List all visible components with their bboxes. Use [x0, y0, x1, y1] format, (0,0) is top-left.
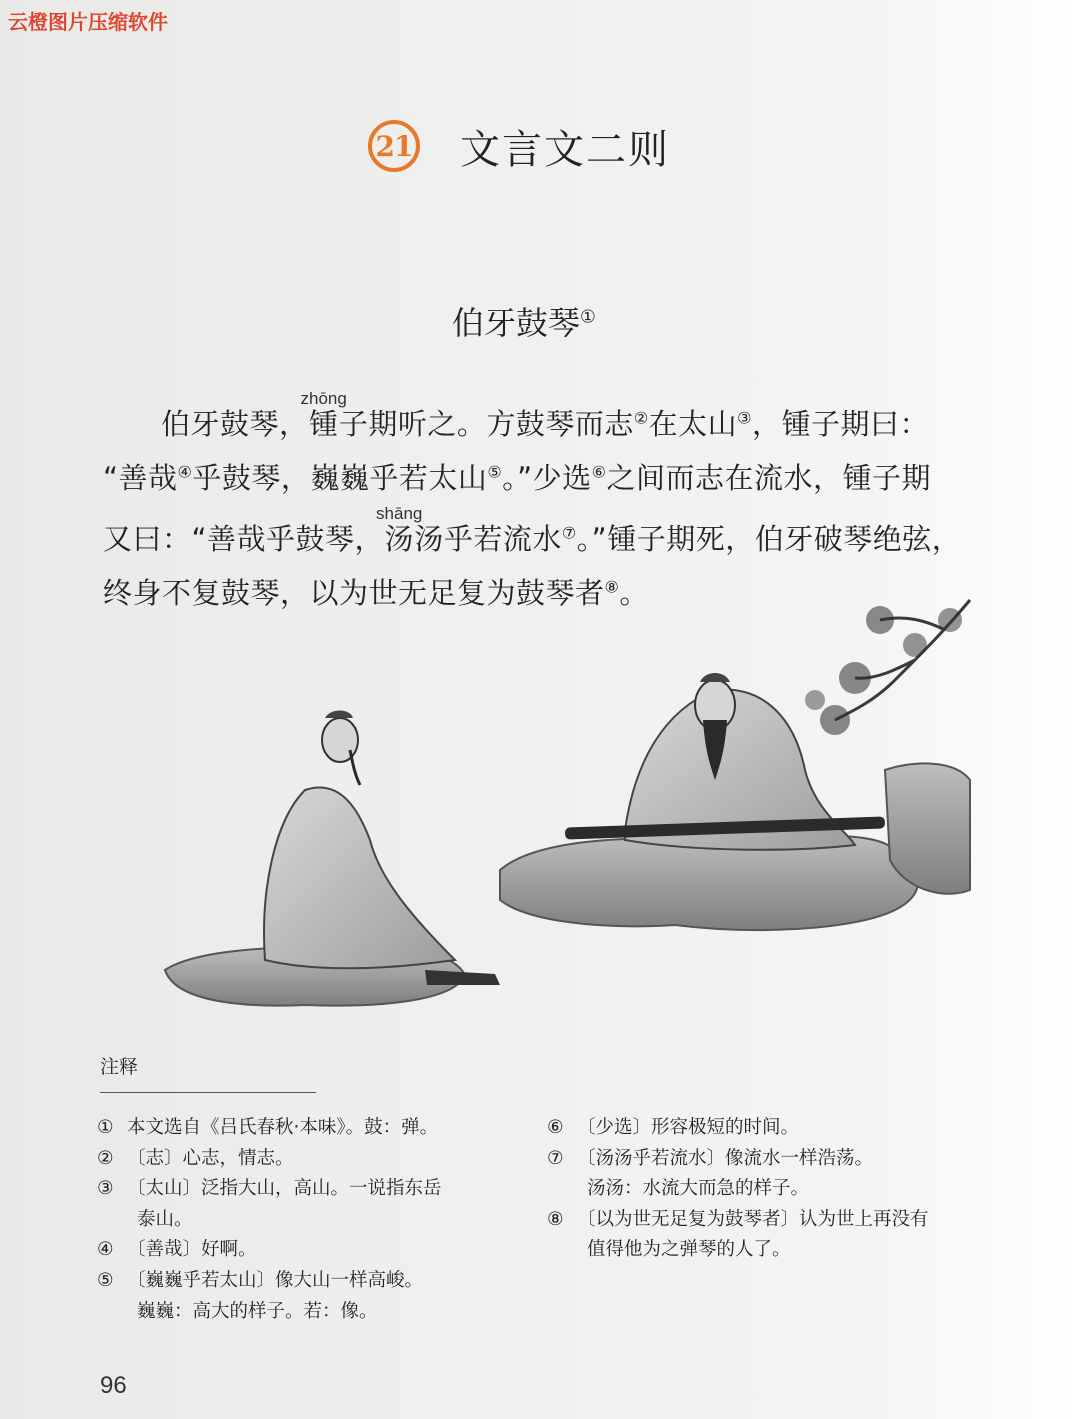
lesson-header	[368, 118, 670, 174]
poem-title	[452, 298, 596, 344]
text-span: 乎鼓琴，巍巍乎若太山	[192, 460, 488, 495]
footnote-ref: ①	[580, 307, 596, 328]
text-line	[103, 390, 983, 452]
footnote-ref: ③	[737, 408, 752, 428]
text-line	[103, 452, 983, 506]
footnote-ref: ⑤	[487, 461, 503, 481]
note-number: ⑥	[547, 1117, 564, 1138]
text-line	[103, 505, 983, 567]
ziqi-hat	[325, 711, 353, 719]
note-text: 〔志〕心志，情志。	[127, 1147, 294, 1169]
note-number: ⑤	[97, 1269, 114, 1291]
ziqi-robe	[264, 787, 455, 968]
ruby-annotation	[376, 504, 423, 556]
note-continuation: 巍巍：高大的样子。若：像。	[137, 1300, 378, 1322]
note-text: 〔少选〕形容极短的时间。	[577, 1117, 800, 1138]
text-span: 在太山	[648, 407, 738, 441]
text-span: ，锺子期曰：	[751, 407, 929, 441]
note-text: 〔汤汤乎若流水〕像流水一样浩荡。	[577, 1147, 874, 1169]
note-continuation: 汤汤：水流大而急的样子。	[587, 1178, 810, 1200]
right-rock	[500, 836, 918, 930]
text-span: 子期听之。方鼓琴而志	[338, 407, 634, 441]
text-span: 。”少选	[502, 460, 592, 495]
note-item	[97, 1235, 517, 1266]
notes-right-column	[547, 1113, 977, 1266]
notes-divider	[100, 1092, 316, 1093]
note-text: 本文选自《吕氏春秋·本味》。鼓：弹。	[127, 1117, 439, 1138]
note-number: ②	[97, 1147, 114, 1169]
note-item	[547, 1144, 977, 1175]
text-span: 终身不复鼓琴，以为世无足复为鼓琴者	[103, 575, 605, 610]
classical-text-paragraph	[103, 390, 983, 620]
footnote-ref: ⑧	[604, 576, 620, 596]
text-span: 伯牙鼓琴，	[161, 407, 309, 441]
ziqi-beard	[350, 750, 360, 785]
ruby-annotation	[300, 389, 347, 441]
ziqi-boots	[425, 970, 500, 985]
note-continuation: 泰山。	[137, 1208, 193, 1230]
boya-hat	[700, 673, 730, 682]
text-span: “善哉	[103, 460, 178, 495]
footnote-ref: ②	[633, 408, 649, 428]
note-continuation: 值得他为之弹琴的人了。	[587, 1239, 791, 1261]
note-item	[97, 1113, 517, 1144]
note-text: 〔以为世无足复为鼓琴者〕认为世上再没有	[577, 1208, 929, 1230]
pinyin: shāng	[376, 504, 423, 523]
note-item	[97, 1266, 517, 1297]
boya-zhongziqi-illustration	[155, 590, 975, 1010]
note-item	[97, 1144, 517, 1175]
text-span: 汤乎若流水	[414, 522, 562, 556]
poem-title-text: 伯牙鼓琴	[452, 304, 581, 342]
footnote-ref: ④	[177, 461, 193, 481]
note-item	[547, 1113, 977, 1144]
note-item	[97, 1174, 517, 1205]
note-number: ①	[97, 1117, 114, 1138]
lesson-title: 文言文二则	[460, 126, 670, 173]
note-number: ⑧	[547, 1208, 564, 1230]
note-item	[547, 1205, 977, 1236]
text-span: 。”锺子期死，伯牙破琴绝弦，	[576, 522, 962, 556]
note-number: ④	[97, 1239, 114, 1261]
note-text: 〔太山〕泛指大山，高山。一说指东岳	[127, 1178, 442, 1200]
lesson-number-badge: 21	[368, 120, 420, 172]
notes-label: 注释	[100, 1056, 139, 1078]
ruby-base: 汤	[376, 522, 423, 556]
footnote-ref: ⑦	[561, 523, 577, 543]
footnote-ref: ⑥	[591, 461, 607, 481]
notes-left-column	[97, 1113, 517, 1327]
note-text: 〔巍巍乎若太山〕像大山一样高峻。	[127, 1269, 424, 1291]
text-span: 。	[619, 575, 649, 610]
note-number: ⑦	[547, 1147, 564, 1169]
page-number: 96	[100, 1372, 127, 1399]
watermark-text: 云橙图片压缩软件	[8, 10, 168, 34]
text-span: 又曰：“善哉乎鼓琴，	[103, 522, 385, 556]
text-span: 之间而志在流水，锺子期	[606, 460, 931, 495]
ruby-base: 锺	[300, 407, 347, 441]
note-text: 〔善哉〕好啊。	[127, 1239, 257, 1261]
pinyin: zhōng	[300, 389, 347, 408]
note-number: ③	[97, 1178, 114, 1200]
